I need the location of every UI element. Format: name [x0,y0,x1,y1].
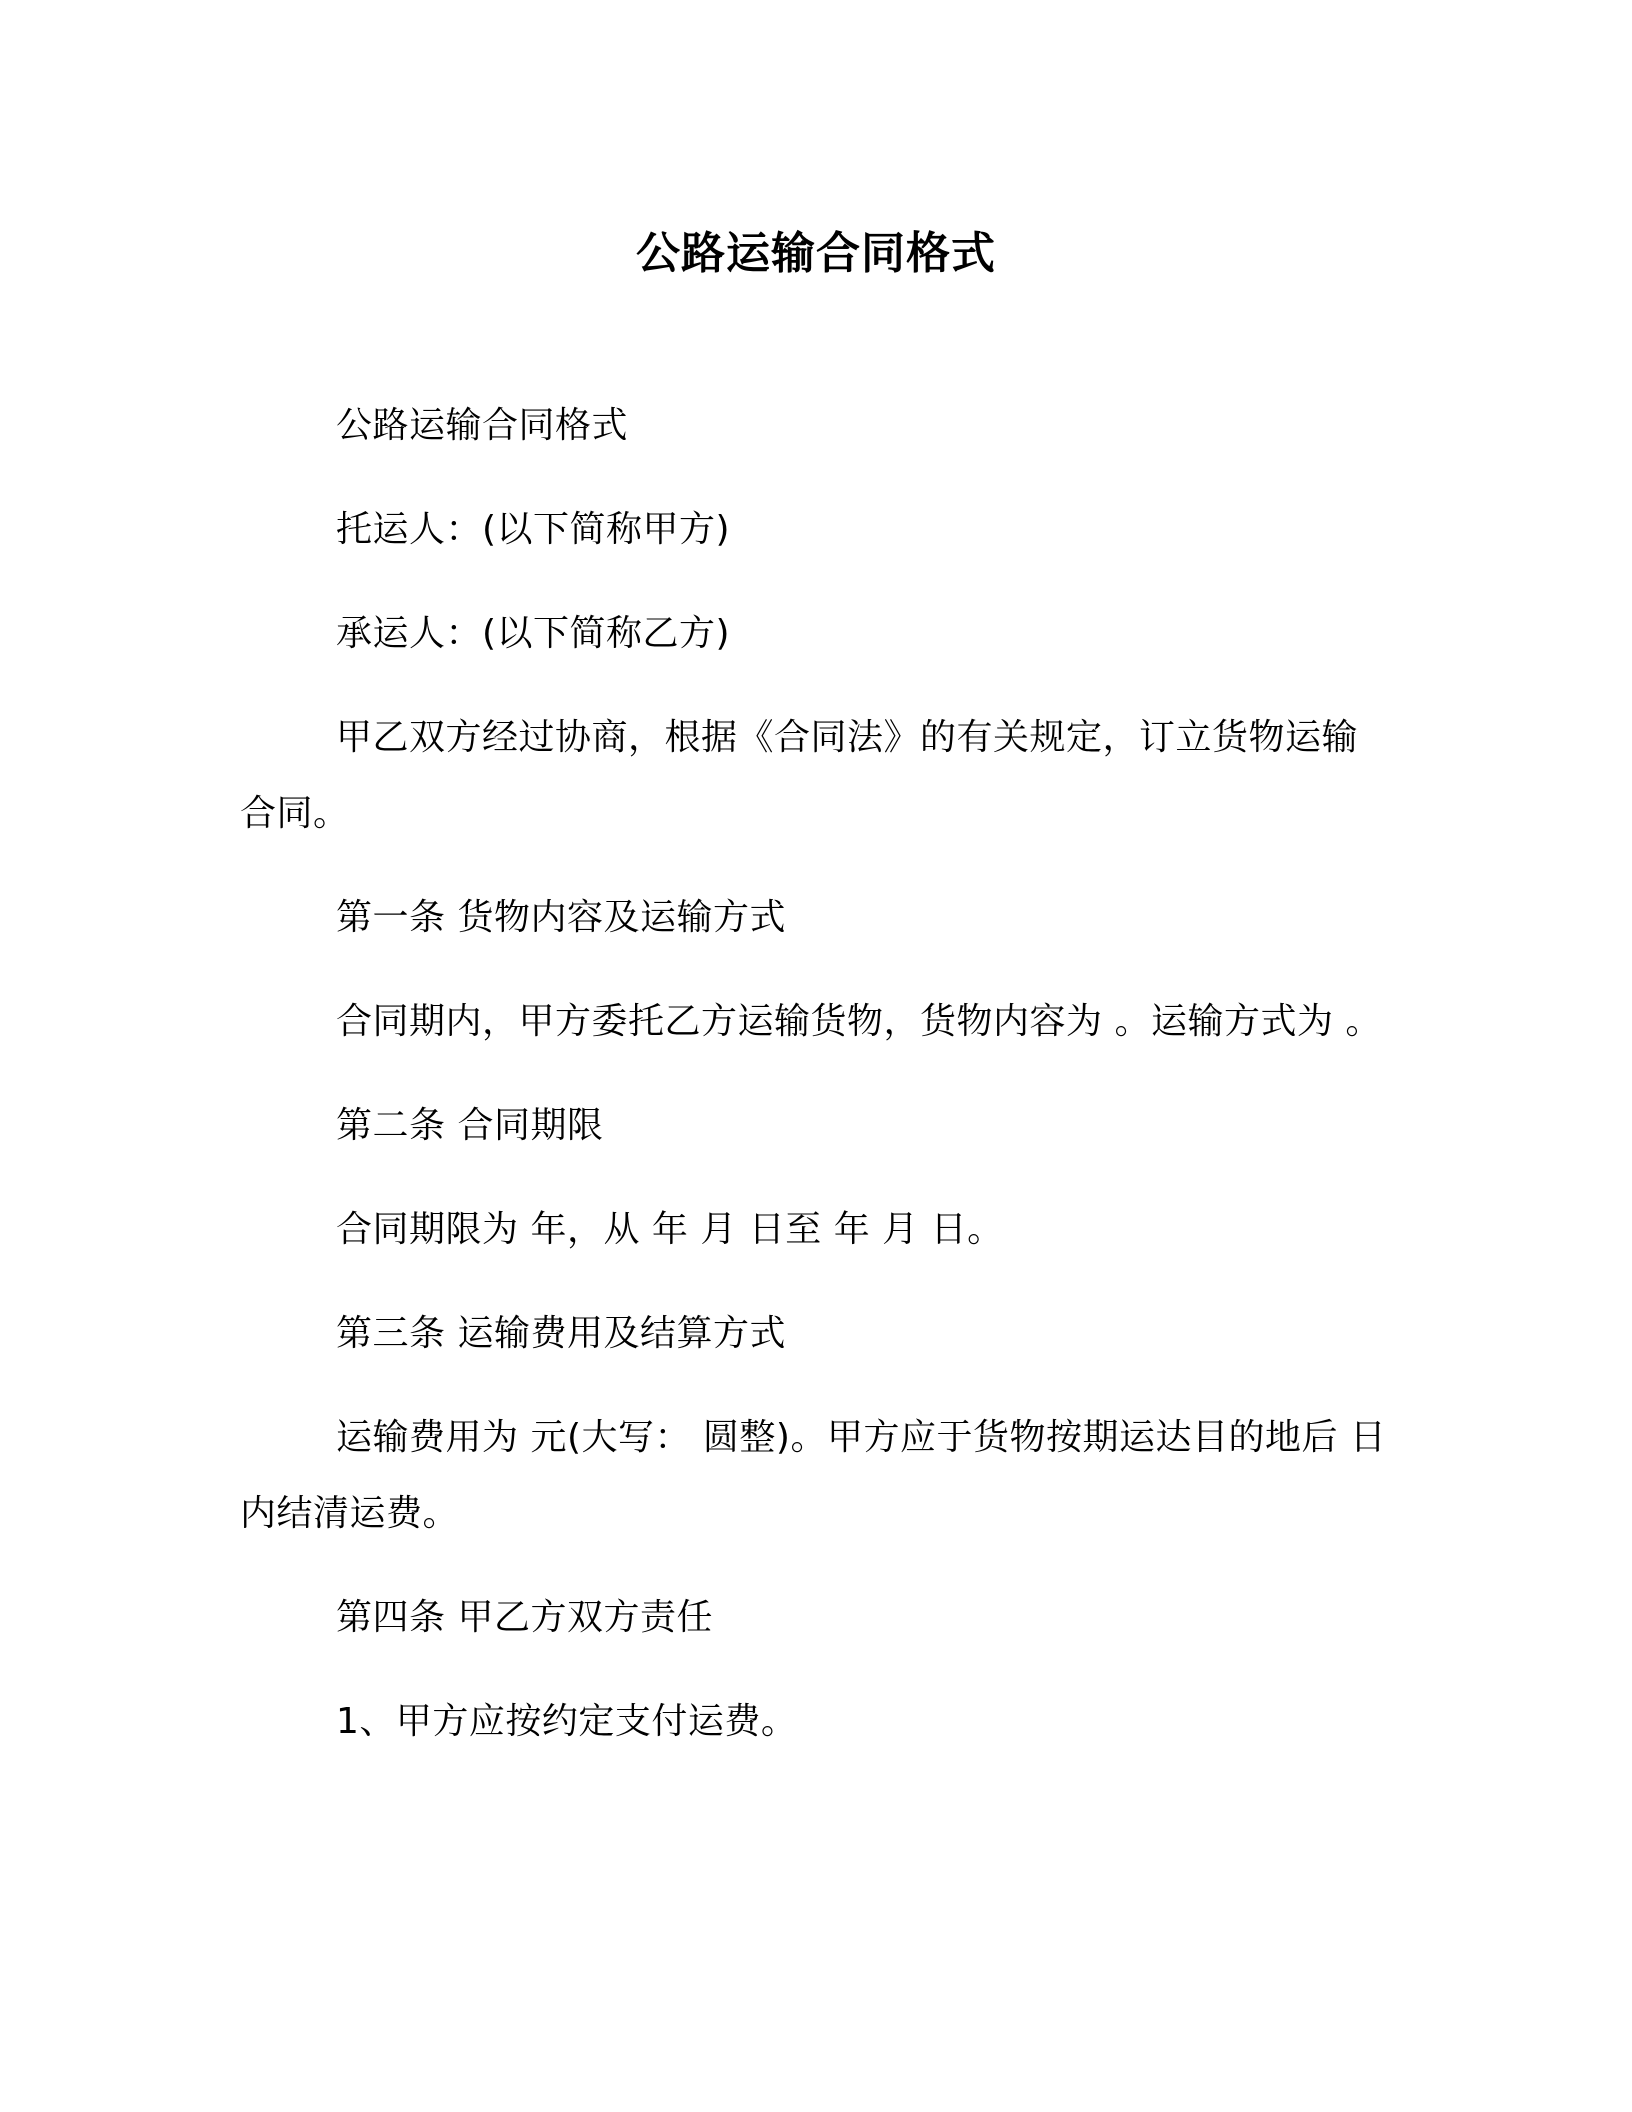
article-1-heading: 第一条 货物内容及运输方式 [336,897,786,938]
paragraph-preamble: 甲乙双方经过协商，根据《合同法》的有关规定，订立货物运输合同。 [240,717,1359,834]
document-title: 公路运输合同格式 [636,228,996,279]
paragraph-subtitle: 公路运输合同格式 [336,405,629,446]
paragraph-carrier: 承运人：(以下简称乙方) [336,613,731,654]
article-1-text: 合同期内，甲方委托乙方运输货物，货物内容为 。运输方式为 。 [336,1001,1382,1042]
article-4-item-1: 1、甲方应按约定支付运费。 [336,1701,798,1742]
paragraph-shipper: 托运人：(以下简称甲方) [336,509,731,550]
article-3-text: 运输费用为 元(大写： 圆整)。甲方应于货物按期运达目的地后 日内结清运费。 [240,1417,1387,1534]
article-2-heading: 第二条 合同期限 [336,1105,604,1146]
article-2-text: 合同期限为 年，从 年 月 日至 年 月 日。 [336,1209,1004,1250]
article-4-heading: 第四条 甲乙方双方责任 [336,1597,713,1638]
article-3-heading: 第三条 运输费用及结算方式 [336,1313,786,1354]
document-body [240,388,1390,1788]
